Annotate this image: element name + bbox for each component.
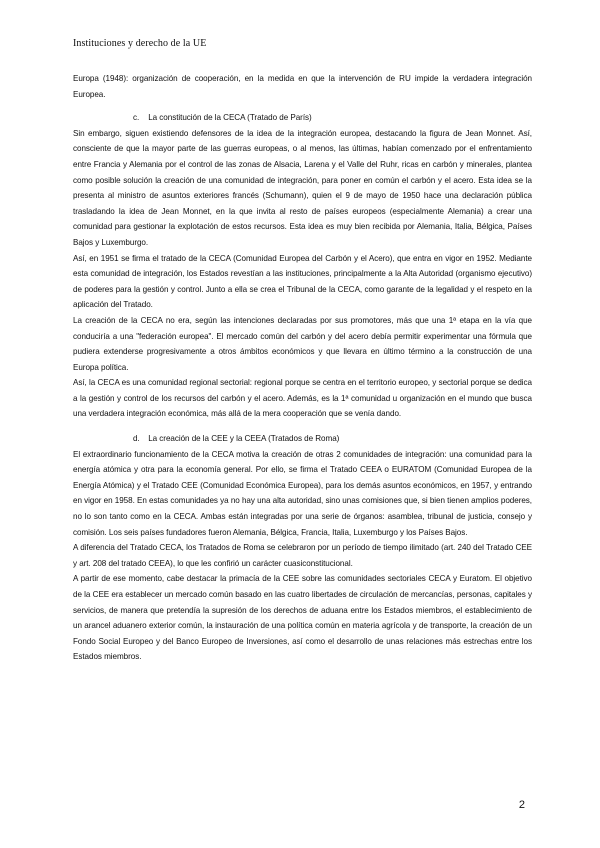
paragraph: A partir de ese momento, cabe destacar la primacía de la CEE sobre las comunidades sectoriales CECA y Euratom. El objetivo de la CEE era establecer un mercado común basado en las cuatro libertades de circulación de mercancías, personas, capitales y servicios, de manera que pretendía la supresión de los derechos de aduana entre los Estados miembros, el establecimiento de un arancel aduanero exterior común, la instauración de una política común en materia agrícola y de transporte, la creación de un Fondo Social Europeo y del Banco Europeo de Inversiones, así como el desarrollo de unas relaciones más estrechas entre los Estados miembros.: [73, 574, 532, 662]
paragraph: El extraordinario funcionamiento de la CECA motiva la creación de otras 2 comunidades de integración: una comunidad para la energía atómica y otra para la economía general. Por ello, se firma el Tratado CEEA o EURATOM (Comunidad Europea de la Energía Atómica) y el Tratado CEE (Comunidad Económica Europea), para los demás asuntos económicos, en 1957, y entrando en vigor en 1958. En estas comunidades ya no hay una alta autoridad, sino unas comisiones que, si bien tienen amplios poderes, no lo son tanto como en la CECA. Ambas están integradas por una serie de órganos: asamblea, tribunal de justicia, consejo y comisión. Los seis países fundadores fueron Alemania, Bélgica, Francia, Italia, Luxemburgo y los Países Bajos.: [73, 449, 532, 537]
page-number: 2: [518, 799, 525, 811]
document-body: [73, 71, 532, 665]
paragraph: A diferencia del Tratado CECA, los Tratados de Roma se celebraron por un período de tiempo ilimitado (art. 240 del Tratado CEE y art. 208 del tratado CEEA), lo que les confirió un carácter cuasiconstitucional.: [73, 543, 532, 568]
section-label: c.: [133, 113, 140, 123]
section-title: La constitución de la CECA (Tratado de París): [148, 113, 312, 123]
section-label: d.: [133, 434, 140, 444]
section-title: La creación de la CEE y la CEEA (Tratados de Roma): [148, 434, 340, 444]
section-heading-c: [73, 110, 532, 126]
paragraph: Así, en 1951 se firma el tratado de la CECA (Comunidad Europea del Carbón y el Acero), que entra en vigor en 1952. Mediante esta comunidad de integración, los Estados revestían a las instituciones, principalmente a la Alta Autoridad (organismo ejecutivo) de poderes para la gestión y control. Junto a ella se crea el Tribunal de la CECA, como garante de la legalidad y el respeto en la aplicación del Tratado.: [73, 253, 532, 310]
paragraph: Así, la CECA es una comunidad regional sectorial: regional porque se centra en el territorio europeo, y sectorial porque se dedica a la gestión y control de los recursos del carbón y el acero. Además, es la 1ª comunidad u organización en el mundo que busca una verdadera integración económica, más allá de la mera cooperación que se venía dando.: [73, 378, 532, 419]
paragraph: Europa (1948): organización de cooperación, en la medida en que la intervención de RU impide la verdadera integración Europea.: [73, 74, 532, 99]
paragraph: La creación de la CECA no era, según las intenciones declaradas por sus promotores, más que una 1ª etapa en la vía que conduciría a una "federación europea". El mercado común del carbón y del acero debía permitir experimentar una fórmula que pudiera extenderse progresivamente a otros ámbitos económicos y que llevara en último término a la construcción de una Europa política.: [73, 315, 532, 372]
paragraph: Sin embargo, siguen existiendo defensores de la idea de la integración europea, destacando la figura de Jean Monnet. Así, consciente de que la mayor parte de las guerras europeas, o al menos, las últimas, habían comenzado por el enfrentamiento entre Francia y Alemania por el control de las zonas de Alsacia, Larena y el Valle del Ruhr, ricas en carbón y minerales, plantea como posible solución la creación de una comunidad de integración, para poner en común el carbón y el acero. Esta idea se la presenta al ministro de asuntos exteriores francés (Schumann), quien el 9 de mayo de 1950 hace una declaración pública trasladando la idea de Jean Monnet, en la que invita al resto de países europeos (especialmente Alemania) a crear una comunidad para gestionar la explotación de estos recursos. Esta idea es muy bien recibida por Alemania, Italia, Bélgica, Países Bajos y Luxemburgo.: [73, 128, 532, 247]
section-heading-d: [73, 431, 532, 447]
running-header: Instituciones y derecho de la UE: [73, 38, 207, 49]
